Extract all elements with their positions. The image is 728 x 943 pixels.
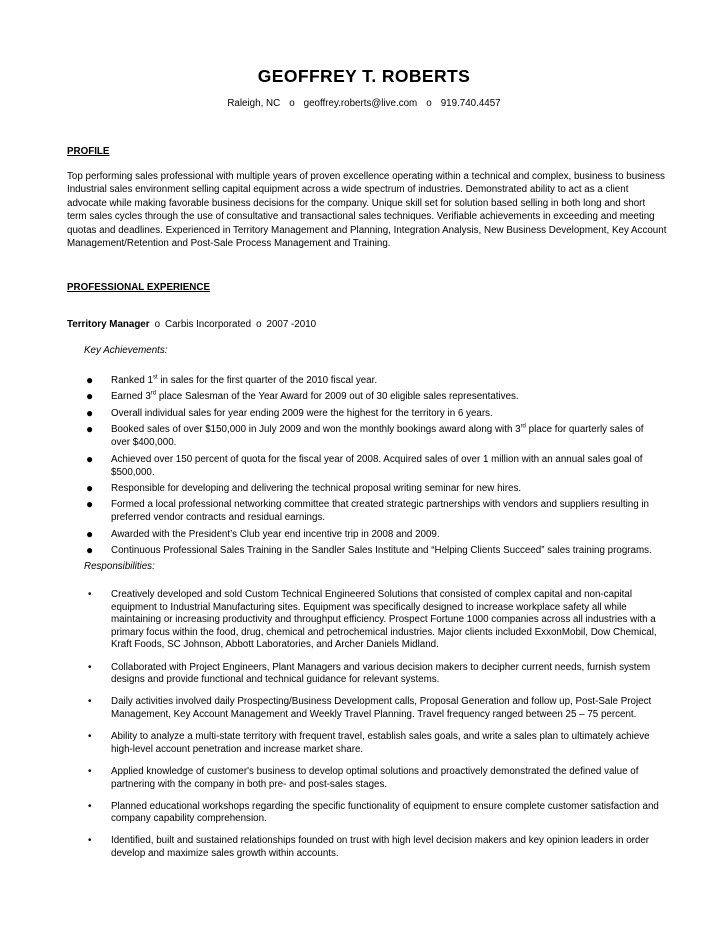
email-text: geoffrey.roberts@live.com bbox=[303, 98, 418, 109]
bullet-icon: ● bbox=[86, 405, 94, 420]
achievement-text: place for quarterly sales of over $400,000. bbox=[111, 424, 644, 449]
achievement-item bbox=[83, 453, 663, 479]
responsibility-item bbox=[83, 662, 663, 687]
responsibility-item bbox=[83, 589, 663, 652]
bullet-icon: • bbox=[88, 765, 92, 777]
achievement-text: Achieved over 150 percent of quota for the fiscal year of 2008. Acquired sales of over 1 million with an annual sales goal of $500,000. bbox=[111, 453, 643, 478]
achievement-text: Ranked 1 bbox=[111, 375, 153, 386]
responsibility-text: Planned educational workshops regarding the specific functionality of equipment to ensure complete customer satisfaction and company capability comprehension. bbox=[111, 800, 659, 825]
company-name: Carbis Incorporated bbox=[165, 319, 252, 330]
achievement-item bbox=[83, 544, 663, 557]
ordinal-suffix: st bbox=[152, 374, 158, 381]
contact-line bbox=[0, 98, 728, 109]
achievement-item bbox=[83, 498, 663, 524]
bullet-icon: ● bbox=[86, 480, 94, 495]
profile-summary: Top performing sales professional with multiple years of proven excellence operating within a technical and complex, business to business Industrial sales environment selling capital equipment across a wide spectrum of industries. Demonstrated ability to act as a client advocate while making favorable business decisions for the company. Unique skill set for solution based selling in both long and short term sales cycles through the use of consultative and transactional sales techniques. Verifiable achievements in exceeding and meeting quotas and deadlines. Experienced in Territory Management and Planning, Integration Analysis, New Business Development, Key Account Management/Retention and Post-Sale Process Management and Training. bbox=[67, 171, 667, 250]
ordinal-suffix: rd bbox=[520, 423, 526, 430]
achievement-item bbox=[83, 423, 663, 449]
achievement-item bbox=[83, 482, 663, 495]
bullet-icon: ● bbox=[86, 373, 94, 387]
separator-glyph: o bbox=[256, 319, 262, 330]
achievement-text: Overall individual sales for year ending 2009 were the highest for the territory in 6 years. bbox=[111, 407, 493, 419]
job-line bbox=[67, 319, 316, 330]
bullet-icon: ● bbox=[86, 543, 94, 558]
job-title: Territory Manager bbox=[67, 319, 150, 330]
achievement-item bbox=[83, 528, 663, 541]
achievement-item bbox=[83, 407, 663, 420]
responsibilities-heading: Responsibilities: bbox=[84, 561, 155, 572]
bullet-icon: • bbox=[88, 696, 92, 708]
responsibility-item bbox=[83, 766, 663, 791]
responsibility-item bbox=[83, 696, 663, 721]
responsibility-text: Creatively developed and sold Custom Technical Engineered Solutions that consisted of complex capital and non-capital equipment to Industrial Manufacturing sites. Equipment was specifically designed to increase workplace safety all while maintaining or increasing productivity and throughput efficiency. Prospect Fortune 1000 companies across all industries with a primary focus within the food, drug, chemical and petrochemical industries. Major clients included ExxonMobil, Dow Chemical, Kraft Foods, SC Johnson, Abbott Laboratories, and Archer Daniels Midland. bbox=[111, 589, 657, 651]
job-dates: 2007 -2010 bbox=[266, 319, 317, 330]
responsibility-text: Daily activities involved daily Prospecting/Business Development calls, Proposal Generation and follow up, Post-Sale Project Management, Key Account Management and Weekly Travel Planning. Travel frequency ranged between 25 – 75 percent. bbox=[111, 696, 652, 720]
bullet-icon: • bbox=[88, 661, 92, 673]
responsibility-item bbox=[83, 801, 663, 826]
bullet-icon: ● bbox=[86, 451, 94, 466]
bullet-icon: • bbox=[88, 835, 92, 847]
achievement-text: Formed a local professional networking committee that created strategic partnerships with vendors and suppliers resulting in preferred vendor contracts and residual earnings. bbox=[111, 499, 650, 524]
achievement-text: Earned 3 bbox=[111, 391, 151, 403]
responsibility-text: Identified, built and sustained relationships founded on trust with high level decision makers and key opinion leaders in order develop and maximize sales growth within accounts. bbox=[111, 835, 650, 860]
responsibility-item bbox=[83, 835, 663, 860]
separator-glyph: o bbox=[154, 319, 161, 330]
ordinal-suffix: rd bbox=[150, 391, 157, 398]
achievement-text: Awarded with the President’s Club year end incentive trip in 2008 and 2009. bbox=[111, 528, 440, 540]
responsibility-text: Applied knowledge of customer's business to develop optimal solutions and proactively demonstrated the defined value of partnering with the company in both pre- and post-sales stages. bbox=[111, 765, 639, 790]
achievement-item bbox=[83, 374, 663, 387]
achievement-text: in sales for the first quarter of the 2010 fiscal year. bbox=[157, 375, 378, 386]
profile-heading: PROFILE bbox=[67, 146, 110, 157]
bullet-icon: ● bbox=[86, 526, 94, 541]
achievements-list bbox=[83, 374, 663, 561]
achievement-text: Continuous Professional Sales Training in the Sandler Sales Institute and “Helping Clients Succeed” sales training programs. bbox=[111, 545, 652, 557]
bullet-icon: • bbox=[88, 589, 92, 600]
achievement-text: Responsible for developing and delivering the technical proposal writing seminar for new hires. bbox=[111, 482, 522, 494]
bullet-icon: ● bbox=[86, 422, 94, 437]
location-text: Raleigh, NC bbox=[227, 98, 281, 109]
bullet-icon: ● bbox=[86, 389, 94, 404]
responsibility-item bbox=[83, 731, 663, 756]
bullet-icon: • bbox=[88, 731, 92, 743]
responsibility-text: Collaborated with Project Engineers, Plant Managers and various decision makers to decipher current needs, furnish system designs and provide functional and technical guidance for relevant systems. bbox=[111, 661, 651, 686]
phone-text: 919.740.4457 bbox=[440, 98, 501, 109]
achievement-item bbox=[83, 390, 663, 403]
bullet-icon: • bbox=[88, 800, 92, 812]
separator-glyph: o bbox=[289, 98, 295, 109]
achievement-text: place Salesman of the Year Award for 2009 out of 30 eligible sales representatives. bbox=[156, 391, 519, 403]
experience-heading: PROFESSIONAL EXPERIENCE bbox=[67, 282, 210, 293]
achievements-heading: Key Achievements: bbox=[84, 345, 168, 356]
candidate-name: GEOFFREY T. ROBERTS bbox=[257, 66, 471, 86]
separator-glyph: o bbox=[426, 98, 432, 109]
responsibility-text: Ability to analyze a multi-state territory with frequent travel, establish sales goals, and write a sales plan to ultimately achieve high-level account penetration and increase market share. bbox=[111, 731, 650, 755]
bullet-icon: ● bbox=[86, 497, 94, 512]
achievement-text: Booked sales of over $150,000 in July 2009 and won the monthly bookings award along with 3 bbox=[111, 424, 521, 436]
responsibilities-list bbox=[83, 589, 663, 870]
